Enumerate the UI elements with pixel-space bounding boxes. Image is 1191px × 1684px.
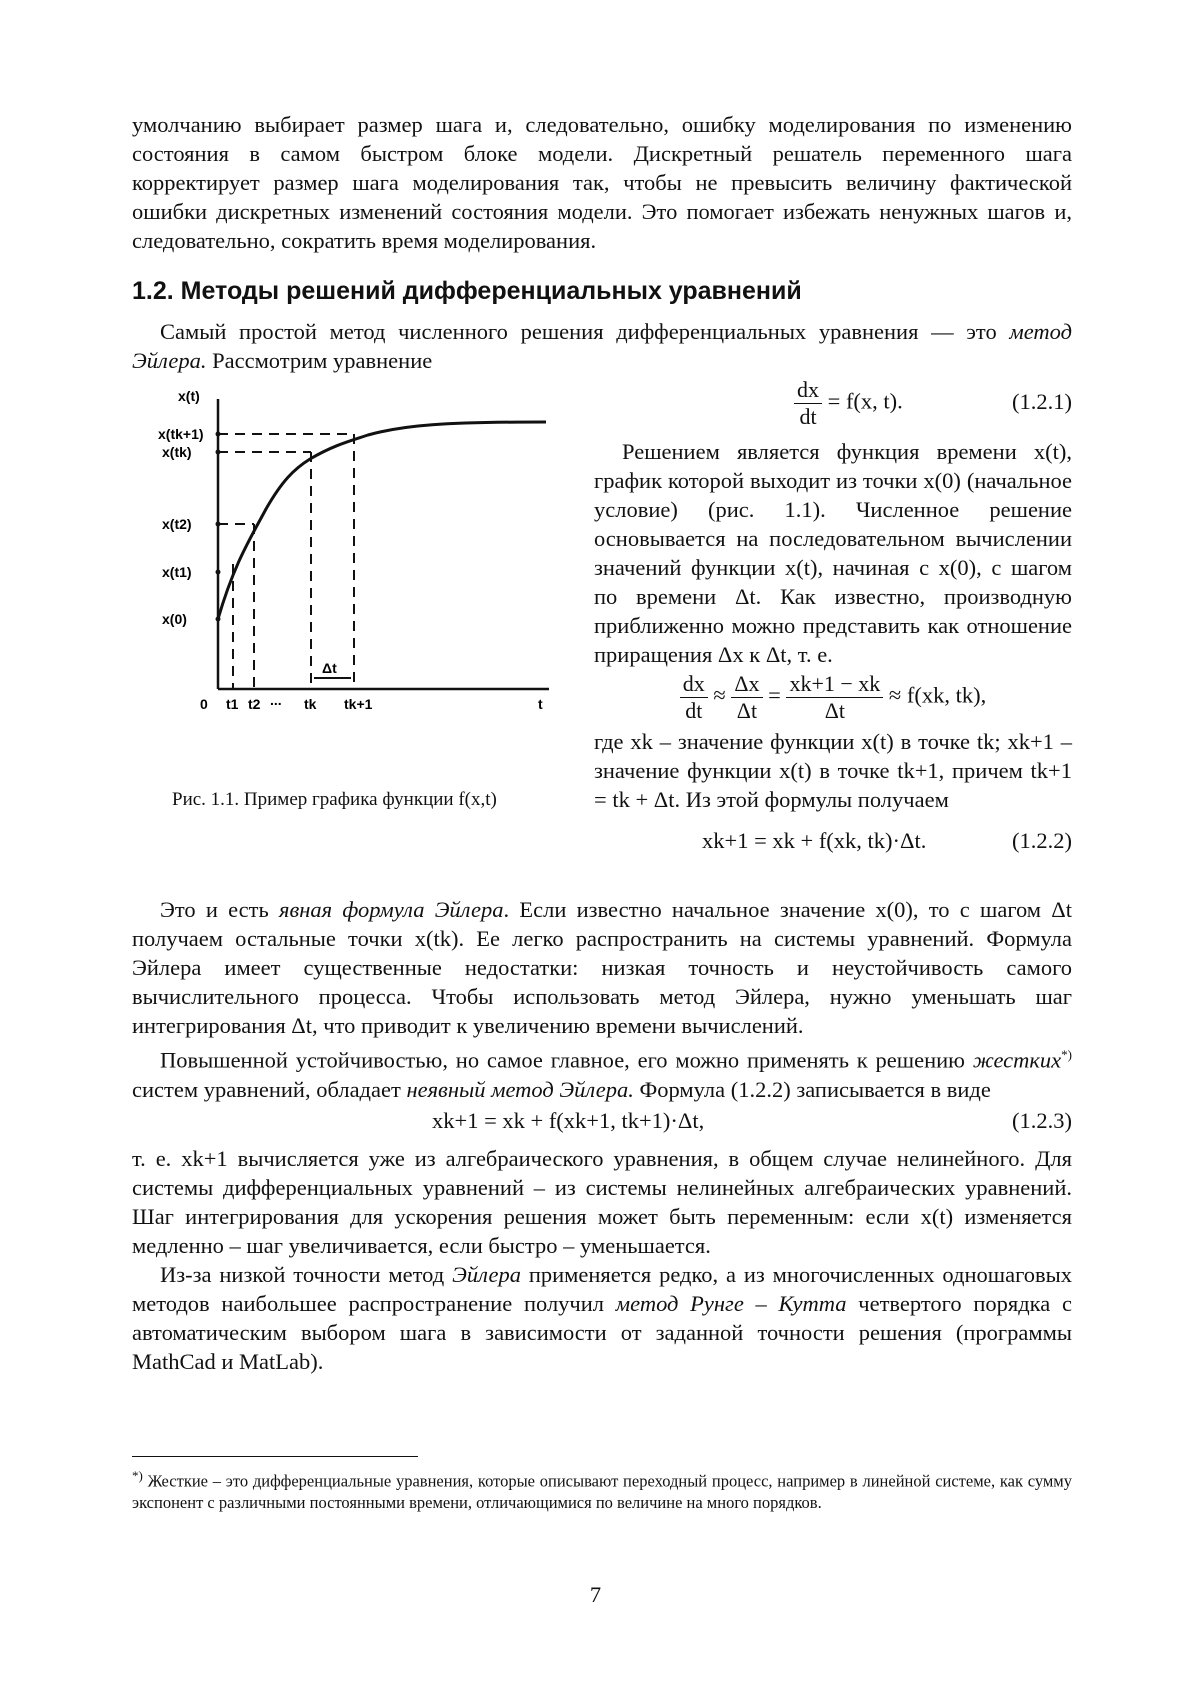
runge-kutta-paragraph: Из-за низкой точности метод Эйлера применяется редко, а из многочисленных одношаговых методов наибольшее распространение получил метод Рунге – Кутта четвертого порядка с автоматическим выбором шага в зависимости от заданной точности решения (программы MathCad и MatLab). [132,1261,1072,1374]
x-axis-label: t [538,696,543,712]
x-tick-label: ... [270,692,282,708]
euler-method-term: метод Эйлера. [132,319,1072,373]
figure-1-1 [154,389,554,734]
equation-1-2-3: xk+1 = xk + f(xk+1, tk+1)·Δt, (1.2.3) [432,1107,1072,1133]
x-tick-label: t1 [226,696,239,712]
y-tick-label: x(t1) [162,564,192,580]
y-axis-label: x(t) [178,389,200,404]
origin-label: 0 [200,696,208,712]
explicit-euler-paragraph: Это и есть явная формула Эйлера. Если известно начальное значение x(0), то с шагом Δt получаем остальные точки x(tk). Ее легко распространить на системы уравнений. Формула Эйлера имеет существенные недостатки: низкая точность и неустойчивость самого вычислительного процесса. Чтобы использовать метод Эйлера, нужно уменьшать шаг интегрирования Δt, что приводит к увеличению времени вычислений. [132,897,1072,1038]
section-intro-paragraph: Самый простой метод численного решения дифференциальных уравнения — это метод Эйлера. Рассмотрим уравнение [132,319,1072,373]
equation-number: (1.2.2) [1012,828,1072,853]
x-tick-label: tk [304,696,317,712]
intro-paragraph: умолчанию выбирает размер шага и, следовательно, ошибку моделирования по изменению состояния в самом быстром блоке модели. Дискретный решатель переменного шага корректирует размер шага моделирования так, чтобы не превысить величину фактической ошибки дискретных изменений состояния модели. Это помогает избежать ненужных шагов и, следовательно, сократить время моделирования. [132,112,1072,253]
implicit-euler-paragraph: Повышенной устойчивостью, но самое главное, его можно применять к решению жестких*) систем уравнений, обладает неявный метод Эйлера. Формула (1.2.2) записывается в виде [132,1047,1072,1102]
definitions-paragraph: где xk – значение функции x(t) в точке tk; xk+1 – значение функции x(t) в точке tk+1, причем tk+1 = tk + Δt. Из этой формулы получаем [594,729,1072,812]
y-tick-label: x(tk) [162,444,192,460]
section-heading: 1.2. Методы решений дифференциальных уравнений [132,277,802,305]
function-curve [218,422,546,619]
approx-derivative-formula: $\frac{dx}{dt}$ ≈ $\frac{\Delta x}{\Delta t}$ = $\frac{xk+1 - xk}{\Delta t}$ ≈ f(xk, tk), [594,671,1072,727]
footnote: *) Жесткие – это дифференциальные уравнения, которые описывают переходный процесс, например в линейной системе, как сумму экспонент с различными постоянными времени, отличающимися по величине на много порядков. [132,1467,1072,1512]
y-tick-label: x(0) [162,611,187,627]
equation-number: (1.2.3) [1012,1107,1072,1133]
x-tick-label: tk+1 [344,696,373,712]
figure-and-text [132,377,1072,895]
function-graph [154,389,554,729]
equation-1-2-1: $\frac{dx}{dt}$ = f(x, t). (1.2.1) [594,377,1072,437]
page-body [132,110,1072,1514]
page-number: 7 [589,1582,602,1607]
y-tick-label: x(t2) [162,516,192,532]
equation-number: (1.2.1) [1012,389,1072,414]
footnote-separator [132,1456,418,1457]
solution-paragraph: Решением является функция времени x(t), график которой выходит из точки x(0) (начальное условие) (рис. 1.1). Численное решение основывается на последовательном вычислении значений функции x(t), начиная с x(0), с шагом по времени Δt. Как известно, производную приближенно можно представить как отношение приращения Δx к Δt, т. е. [594,439,1072,667]
footnote-reference: *) [1061,1047,1072,1062]
right-column [594,377,1072,866]
y-tick-label: x(tk+1) [158,426,204,442]
delta-t-label: Δt [322,660,337,676]
after-equation-paragraph: т. е. xk+1 вычисляется уже из алгебраического уравнения, в общем случае нелинейного. Для системы дифференциальных уравнений – из системы нелинейных алгебраических уравнений. Шаг интегрирования для ускорения решения может быть переменным: если x(t) изменяется медленно – шаг увеличивается, если быстро – уменьшается. [132,1145,1072,1258]
equation-1-2-2: xk+1 = xk + f(xk, tk)·Δt. (1.2.2) [702,828,1072,853]
x-tick-label: t2 [248,696,261,712]
figure-caption: Рис. 1.1. Пример графика функции f(x,t) [172,789,497,810]
